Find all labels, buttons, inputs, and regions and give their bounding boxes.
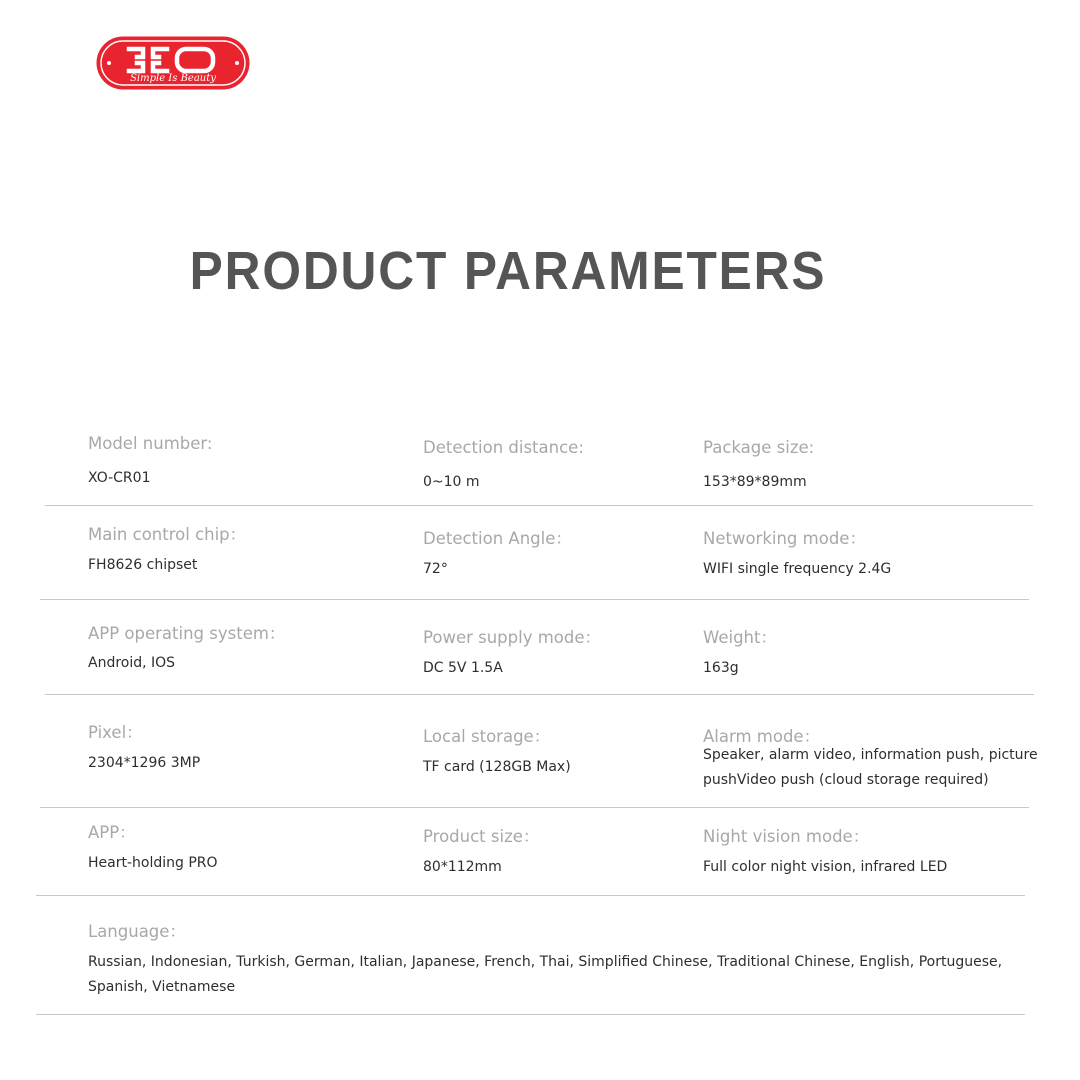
param-value-night-vision: Full color night vision, infrared LED [703, 859, 948, 875]
param-label-pixel: Pixel： [88, 723, 143, 742]
param-value-detection-distance: 0~10 m [423, 474, 480, 490]
param-value-alarm-mode: Speaker, alarm video, information push, picture pushVideo push (cloud storage required) [703, 747, 1038, 788]
param-value-weight: 163g [703, 660, 739, 676]
param-label-app: APP： [88, 823, 136, 842]
param-label-power-supply: Power supply mode： [423, 628, 602, 647]
page-title: PRODUCT PARAMETERS [189, 241, 827, 301]
param-label-detection-angle: Detection Angle： [423, 529, 572, 548]
param-label-model: Model number: [88, 434, 213, 453]
param-value-local-storage: TF card (128GB Max) [423, 759, 571, 775]
param-label-weight: Weight： [703, 628, 777, 647]
xo-logo [95, 35, 251, 91]
param-value-chip: FH8626 chipset [88, 557, 198, 573]
param-value-app: Heart-holding PRO [88, 855, 218, 871]
param-label-networking: Networking mode： [703, 529, 866, 548]
param-value-model: XO-CR01 [88, 470, 151, 486]
param-label-alarm-mode: Alarm mode： [703, 727, 821, 746]
param-value-detection-angle: 72° [423, 561, 448, 577]
row-divider [40, 599, 1029, 600]
param-label-product-size: Product size： [423, 827, 540, 846]
logo-tagline: Simple Is Beauty [130, 73, 216, 84]
param-label-local-storage: Local storage： [423, 727, 551, 746]
row-divider [36, 895, 1025, 896]
param-label-chip: Main control chip： [88, 525, 247, 544]
param-value-pixel: 2304*1296 3MP [88, 755, 201, 771]
param-label-night-vision: Night vision mode： [703, 827, 870, 846]
param-label-package-size: Package size: [703, 438, 815, 457]
row-divider [36, 1014, 1025, 1015]
param-value-power-supply: DC 5V 1.5A [423, 660, 503, 676]
param-value-product-size: 80*112mm [423, 859, 502, 875]
param-label-app-os: APP operating system： [88, 624, 286, 643]
param-value-networking: WIFI single frequency 2.4G [703, 561, 892, 577]
param-value-language: Russian, Indonesian, Turkish, German, Italian, Japanese, French, Thai, Simplified Chinese, Traditional Chinese, English, Portuguese, Spanish, Vietnamese [88, 954, 1003, 995]
row-divider [45, 505, 1033, 506]
param-label-language: Language： [88, 922, 186, 941]
param-value-package-size: 153*89*89mm [703, 474, 807, 490]
param-value-app-os: Android, IOS [88, 655, 176, 671]
row-divider [45, 694, 1034, 695]
param-label-detection-distance: Detection distance: [423, 438, 584, 457]
row-divider [40, 807, 1029, 808]
